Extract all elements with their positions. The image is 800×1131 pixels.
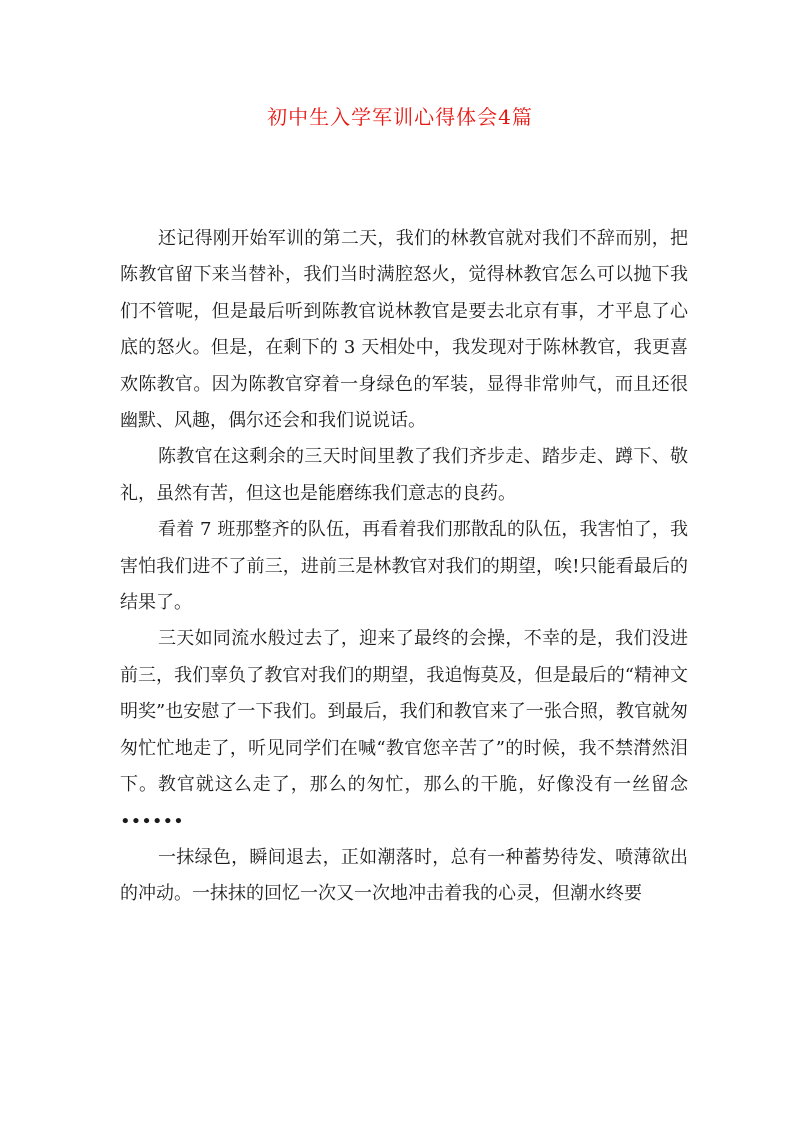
document-body [120, 221, 688, 913]
paragraph-2: 陈教官在这剩余的三天时间里教了我们齐步走、踏步走、蹲下、敬礼，虽然有苦，但这也是能磨练我们意志的良药。 [120, 446, 688, 504]
paragraph-3: 看着 7 班那整齐的队伍，再看着我们那散乱的队伍，我害怕了，我害怕我们进不了前三，进前三是林教官对我们的期望，唉!只能看最后的结果了。 [120, 519, 688, 614]
paragraph-1: 还记得刚开始军训的第二天，我们的林教官就对我们不辞而别，把陈教官留下来当替补，我们当时满腔怒火，觉得林教官怎么可以抛下我们不管呢，但是最后听到陈教官说林教官是要去北京有事，才平息了心底的怒火。但是，在剩下的 3 天相处中，我发现对于陈林教官，我更喜欢陈教官。因为陈教官穿着一身绿色的军装，显得非常帅气，而且还很幽默、风趣，偶尔还会和我们说说话。 [120, 228, 688, 432]
paragraph-4: 三天如同流水般过去了，迎来了最终的会操，不幸的是，我们没进前三，我们辜负了教官对我们的期望，我追悔莫及，但是最后的“精神文明奖”也安慰了一下我们。到最后，我们和教官来了一张合照，教官就匆匆忙忙地走了，听见同学们在喊“教官您辛苦了”的时候，我不禁潸然泪下。教官就这么走了，那么的匆忙，那么的干脆，好像没有一丝留念•••••• [120, 628, 688, 832]
document-title: 初中生入学军训心得体会4篇 [267, 105, 533, 129]
paragraph-5: 一抹绿色，瞬间退去，正如潮落时，总有一种蓄势待发、喷薄欲出的冲动。一抹抹的回忆一次又一次地冲击着我的心灵，但潮水终要 [120, 846, 688, 905]
